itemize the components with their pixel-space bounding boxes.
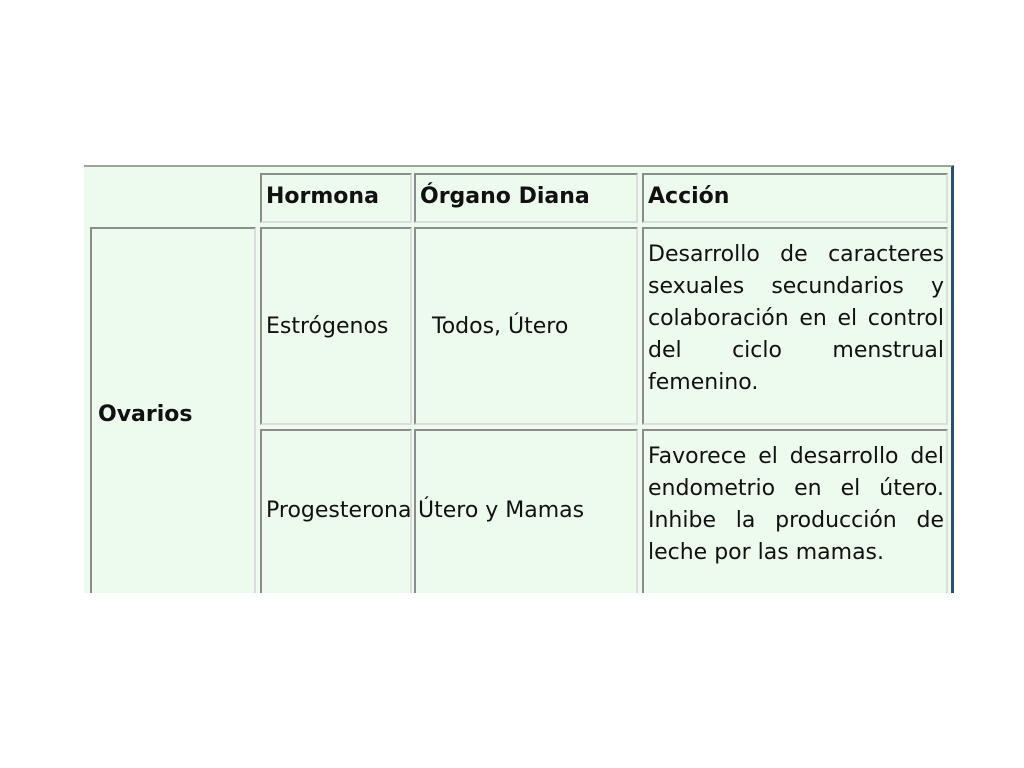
row-1-hormone-text: Estrógenos <box>266 313 389 339</box>
row-1-target-text: Todos, Útero <box>432 313 569 339</box>
organ-cell <box>90 227 256 593</box>
row-2-action: Favorece el desarrollo del endometrio en el útero. Inhibe la producción de leche por las mamas. <box>642 429 948 593</box>
organ-label: Ovarios <box>98 401 193 427</box>
row-1-hormone <box>260 227 412 425</box>
row-2-hormone <box>260 429 412 593</box>
header-hormone: Hormona <box>260 173 412 223</box>
row-1-action: Desarrollo de caracteres sexuales secundarios y colaboración en el control del ciclo menstrual femenino. <box>642 227 948 425</box>
row-2-target-text: Útero y Mamas <box>418 497 585 523</box>
header-target-organ: Órgano Diana <box>414 173 638 223</box>
hormone-table <box>84 165 954 593</box>
row-2-target <box>414 429 638 593</box>
row-2-hormone-text: Progesterona <box>266 497 412 523</box>
header-action: Acción <box>642 173 948 223</box>
row-1-target <box>414 227 638 425</box>
